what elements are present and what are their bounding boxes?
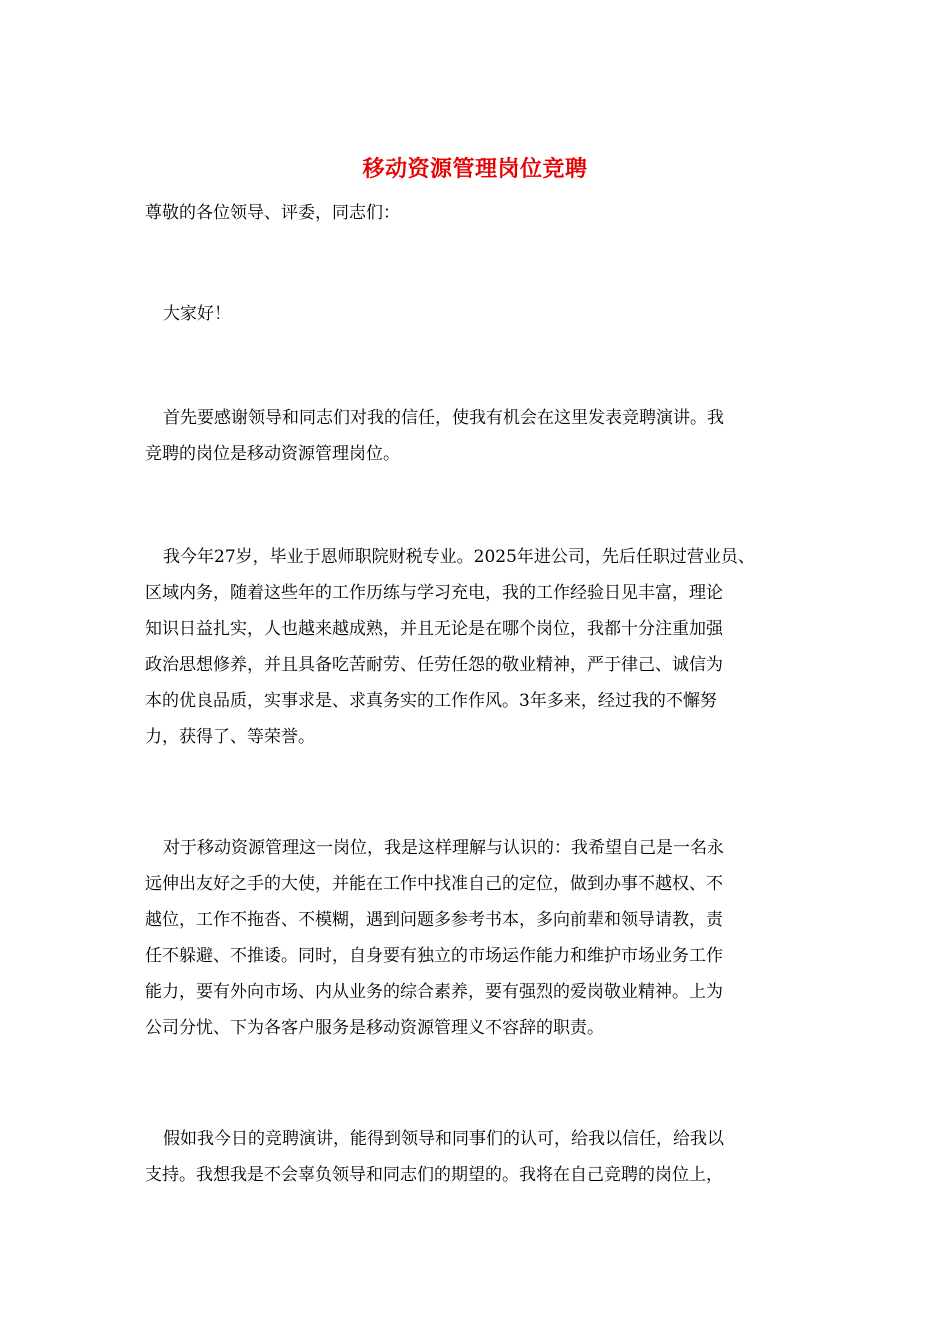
paragraph-line: 我今年27岁，毕业于恩师职院财税专业。2025年进公司，先后任职过营业员、 bbox=[163, 547, 755, 567]
salutation-line: 尊敬的各位领导、评委，同志们： bbox=[145, 203, 400, 223]
paragraph-line: 区域内务，随着这些年的工作历练与学习充电，我的工作经验日见丰富，理论 bbox=[145, 583, 723, 603]
paragraph-line: 能力，要有外向市场、内从业务的综合素养，要有强烈的爱岗敬业精神。上为 bbox=[145, 982, 723, 1002]
paragraph-line: 支持。我想我是不会辜负领导和同志们的期望的。我将在自己竞聘的岗位上， bbox=[145, 1165, 723, 1185]
paragraph-line: 对于移动资源管理这一岗位，我是这样理解与认识的：我希望自己是一名永 bbox=[163, 838, 724, 858]
paragraph-3 bbox=[145, 539, 835, 755]
document-title: 移动资源管理岗位竞聘 bbox=[362, 156, 588, 182]
paragraph-line: 越位，工作不拖沓、不模糊，遇到问题多参考书本，多向前辈和领导请教，责 bbox=[145, 910, 723, 930]
paragraph-line: 本的优良品质，实事求是、求真务实的工作作风。3年多来，经过我的不懈努 bbox=[145, 691, 717, 711]
paragraph-2 bbox=[145, 400, 835, 472]
paragraph-1 bbox=[145, 296, 835, 332]
paragraph-5 bbox=[145, 1121, 835, 1193]
salutation bbox=[145, 195, 835, 231]
paragraph-line: 竞聘的岗位是移动资源管理岗位。 bbox=[145, 444, 400, 464]
paragraph-line: 首先要感谢领导和同志们对我的信任，使我有机会在这里发表竞聘演讲。我 bbox=[163, 408, 724, 428]
paragraph-line: 政治思想修养，并且具备吃苦耐劳、任劳任怨的敬业精神，严于律己、诚信为 bbox=[145, 655, 723, 675]
paragraph-line: 大家好！ bbox=[163, 304, 231, 324]
paragraph-line: 远伸出友好之手的大使，并能在工作中找准自己的定位，做到办事不越权、不 bbox=[145, 874, 723, 894]
paragraph-4 bbox=[145, 830, 835, 1046]
paragraph-line: 公司分忧、下为各客户服务是移动资源管理义不容辞的职责。 bbox=[145, 1018, 604, 1038]
paragraph-line: 力，获得了、等荣誉。 bbox=[145, 727, 315, 747]
paragraph-line: 知识日益扎实，人也越来越成熟，并且无论是在哪个岗位，我都十分注重加强 bbox=[145, 619, 723, 639]
paragraph-line: 假如我今日的竞聘演讲，能得到领导和同事们的认可，给我以信任，给我以 bbox=[163, 1129, 724, 1149]
paragraph-line: 任不躲避、不推诿。同时，自身要有独立的市场运作能力和维护市场业务工作 bbox=[145, 946, 723, 966]
